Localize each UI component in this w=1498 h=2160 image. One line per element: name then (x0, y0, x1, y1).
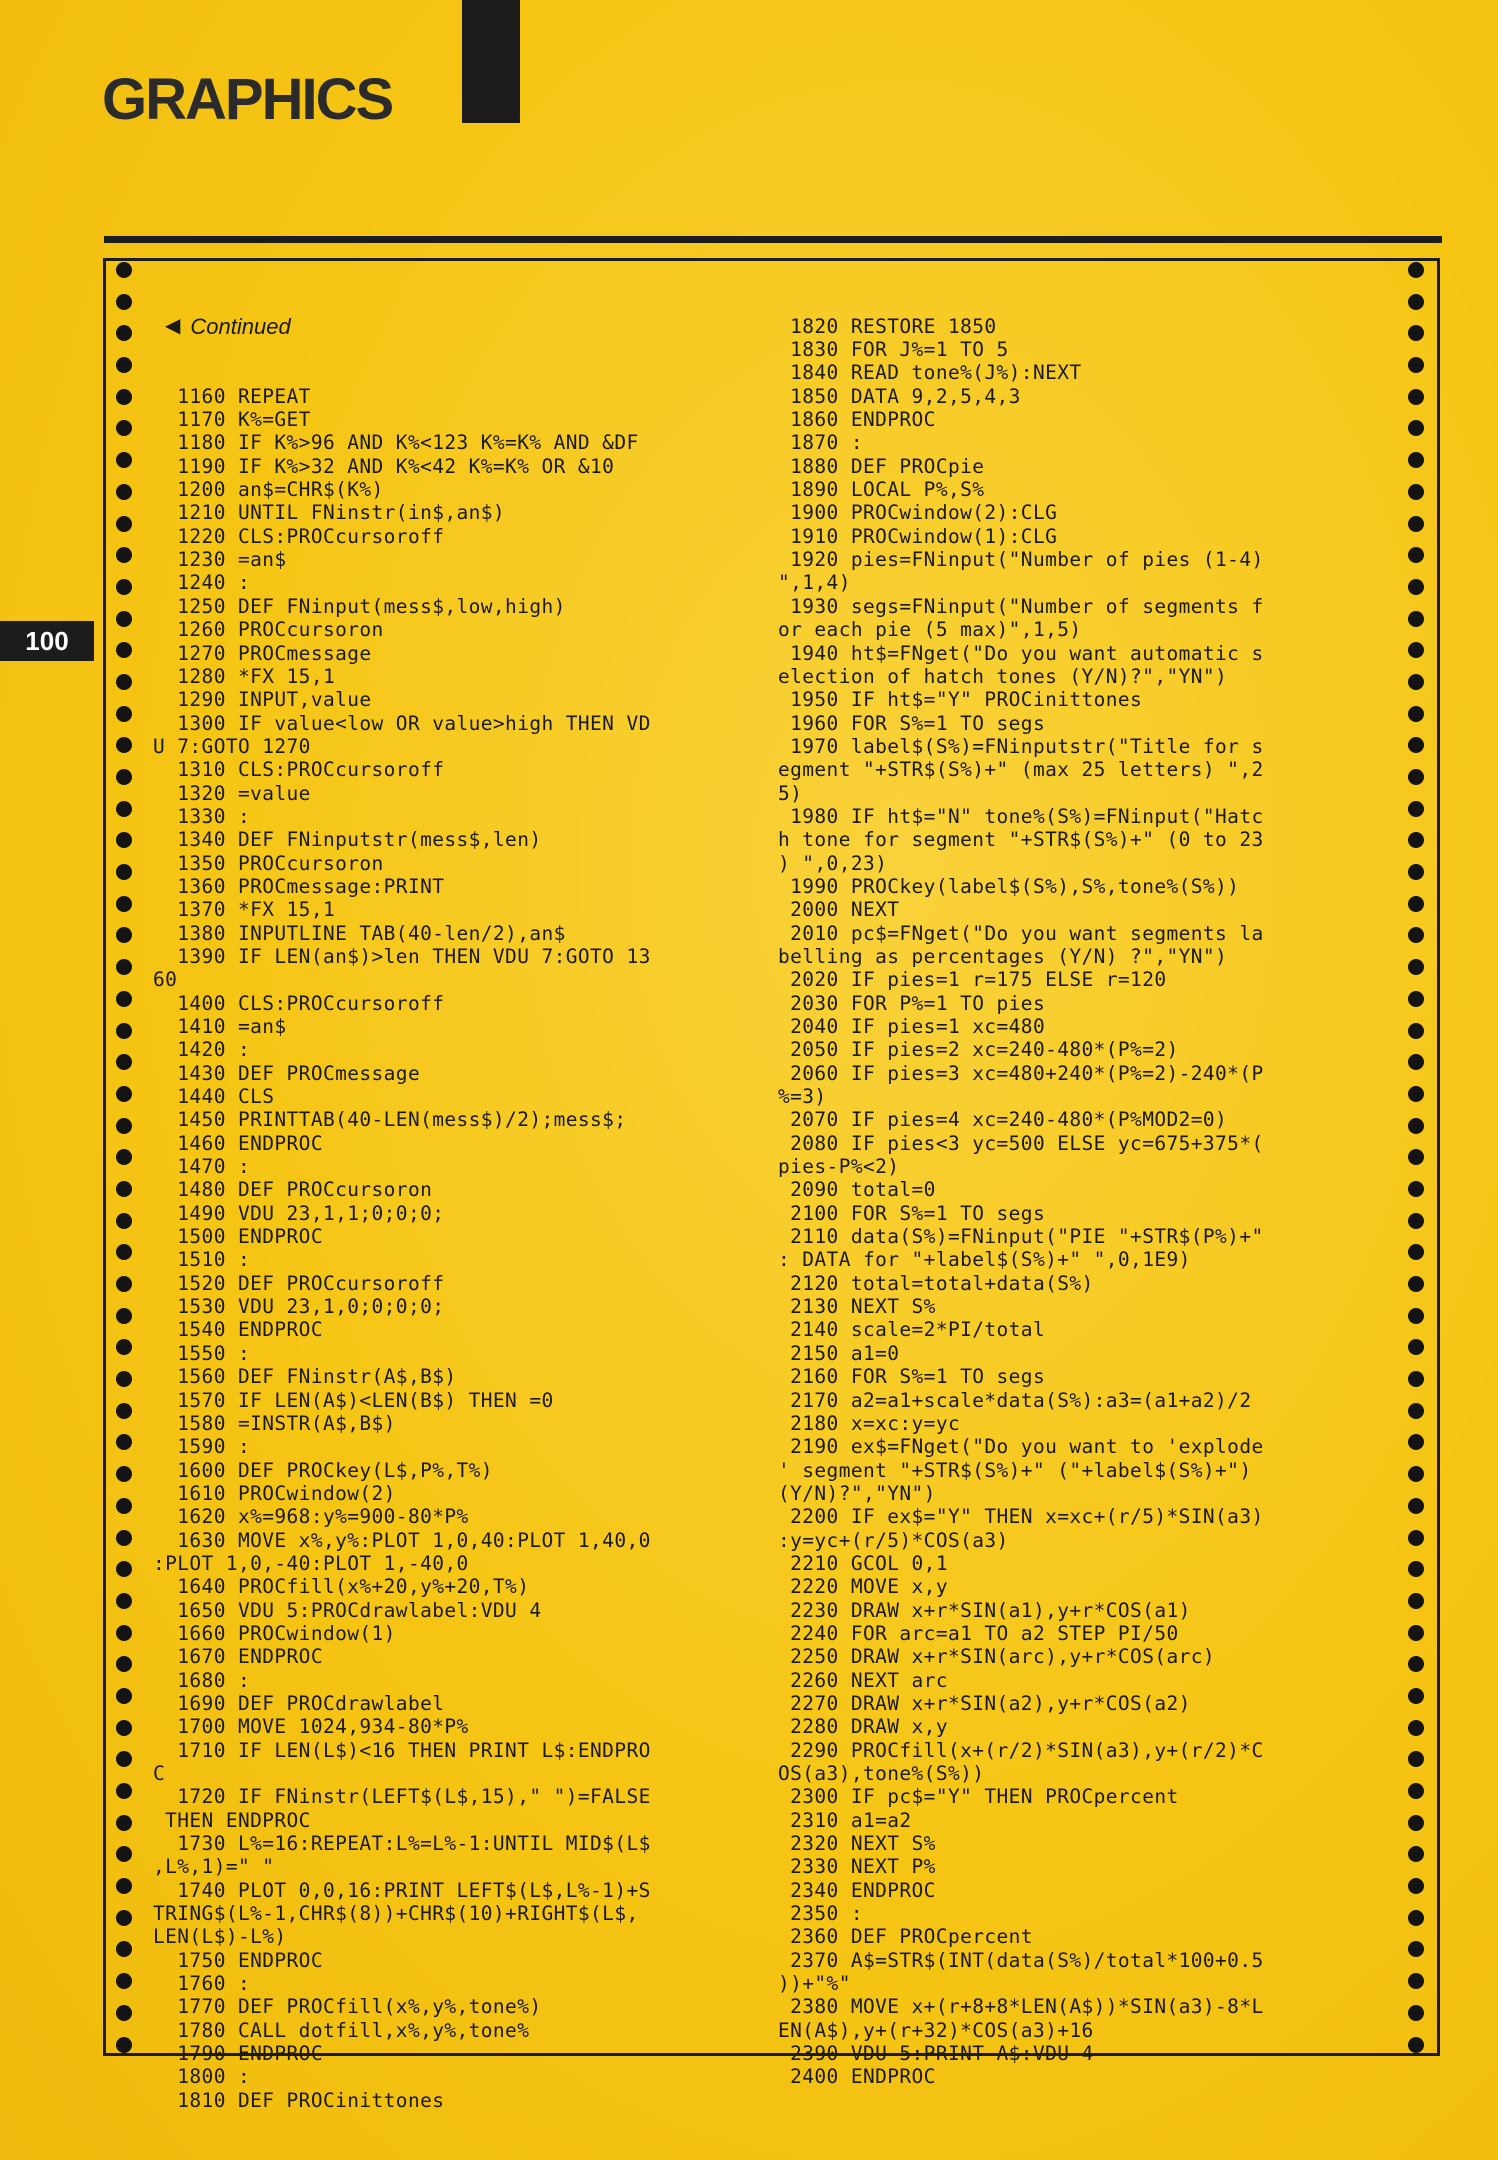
code-line: 1290 INPUT,value (153, 688, 372, 712)
sprocket-hole (116, 1593, 132, 1609)
sprocket-hole (116, 1910, 132, 1926)
code-line: 1380 INPUTLINE TAB(40-len/2),an$ (153, 921, 566, 945)
code-line: 1480 DEF PROCcursoron (153, 1178, 433, 1202)
code-line: belling as percentages (Y/N) ?","YN") (778, 944, 1228, 968)
sprocket-hole (1408, 1149, 1424, 1165)
sprocket-hole (1408, 991, 1424, 1007)
code-line: 2210 GCOL 0,1 (778, 1551, 948, 1575)
code-line: 1560 DEF FNinstr(A$,B$) (153, 1365, 457, 1389)
code-line: 1550 : (153, 1341, 251, 1365)
code-line: 1820 RESTORE 1850 (778, 314, 997, 338)
code-line: 1350 PROCcursoron (153, 851, 384, 875)
code-line: 1320 =value (153, 781, 311, 805)
sprocket-hole (116, 832, 132, 848)
sprocket-hole (1408, 1244, 1424, 1260)
code-line: 1180 IF K%>96 AND K%<123 K%=K% AND &DF (153, 431, 639, 455)
code-line: 1250 DEF FNinput(mess$,low,high) (153, 594, 566, 618)
code-line: 1450 PRINTTAB(40-LEN(mess$)/2);mess$; (153, 1108, 627, 1132)
sprocket-hole (1408, 864, 1424, 880)
sprocket-hole (116, 262, 132, 278)
sprocket-hole (1408, 420, 1424, 436)
code-line: 1790 ENDPROC (153, 2042, 323, 2066)
code-line: 1840 READ tone%(J%):NEXT (778, 361, 1082, 385)
code-line: 2010 pc$=FNget("Do you want segments la (778, 921, 1264, 945)
sprocket-hole (1408, 1023, 1424, 1039)
sprocket-hole (116, 1403, 132, 1419)
sprocket-hole (116, 991, 132, 1007)
code-line: 1920 pies=FNinput("Number of pies (1-4) (778, 548, 1264, 572)
sprocket-hole (1408, 357, 1424, 373)
sprocket-hole (116, 1625, 132, 1641)
code-line: 1880 DEF PROCpie (778, 454, 985, 478)
code-line: 2020 IF pies=1 r=175 ELSE r=120 (778, 968, 1167, 992)
continued-label: Continued (190, 313, 291, 339)
code-line: 2080 IF pies<3 yc=500 ELSE yc=675+375*( (778, 1131, 1264, 1155)
sprocket-hole (116, 294, 132, 310)
code-line: 1670 ENDPROC (153, 1645, 323, 1669)
code-line: ,L%,1)=" " (153, 1855, 275, 1879)
sprocket-hole (1408, 927, 1424, 943)
code-line: 2390 VDU 5:PRINT A$:VDU 4 (778, 2042, 1094, 2066)
listing-right-column (778, 268, 1264, 2112)
code-line: 1910 PROCwindow(1):CLG (778, 524, 1058, 548)
code-line: 1680 : (153, 1668, 251, 1692)
code-line: 1230 =an$ (153, 548, 287, 572)
code-line: 1200 an$=CHR$(K%) (153, 478, 384, 502)
code-line: 1300 IF value<low OR value>high THEN VD (153, 711, 651, 735)
code-line: 2320 NEXT S% (778, 1832, 936, 1856)
code-line: TRING$(L%-1,CHR$(8))+CHR$(10)+RIGHT$(L$, (153, 1902, 639, 1926)
code-line: 1980 IF ht$="N" tone%(S%)=FNinput("Hatc (778, 804, 1264, 828)
sprocket-hole (1408, 262, 1424, 278)
code-line: 1390 IF LEN(an$)>len THEN VDU 7:GOTO 13 (153, 944, 651, 968)
code-line: : DATA for "+label$(S%)+" ",0,1E9) (778, 1248, 1191, 1272)
code-line: 1930 segs=FNinput("Number of segments f (778, 594, 1264, 618)
sprocket-hole (1408, 1371, 1424, 1387)
sprocket-hole (1408, 1561, 1424, 1577)
code-line: 1950 IF ht$="Y" PROCinittones (778, 688, 1143, 712)
sprocket-hole (1408, 674, 1424, 690)
code-line: 60 (153, 968, 178, 992)
sprocket-hole (116, 927, 132, 943)
sprocket-hole (116, 1118, 132, 1134)
code-line: 1700 MOVE 1024,934-80*P% (153, 1715, 469, 1739)
code-line: 1870 : (778, 431, 863, 455)
code-line: h tone for segment "+STR$(S%)+" (0 to 23 (778, 828, 1264, 852)
sprocket-hole (1408, 1213, 1424, 1229)
sprocket-hole (116, 1054, 132, 1070)
code-line: 2200 IF ex$="Y" THEN x=xc+(r/5)*SIN(a3) (778, 1505, 1264, 1529)
code-line: 1850 DATA 9,2,5,4,3 (778, 384, 1021, 408)
sprocket-hole (1408, 1308, 1424, 1324)
sprocket-hole (116, 1086, 132, 1102)
sprocket-hole (1408, 1751, 1424, 1767)
code-line: 1720 IF FNinstr(LEFT$(L$,15)," ")=FALSE (153, 1785, 651, 1809)
code-line: 1710 IF LEN(L$)<16 THEN PRINT L$:ENDPRO (153, 1738, 651, 1762)
code-line: 1220 CLS:PROCcursoroff (153, 524, 445, 548)
sprocket-hole (116, 1149, 132, 1165)
code-line: 1460 ENDPROC (153, 1131, 323, 1155)
sprocket-hole (1408, 737, 1424, 753)
code-line: 1340 DEF FNinputstr(mess$,len) (153, 828, 542, 852)
sprocket-hole (1408, 1941, 1424, 1957)
code-line: 2050 IF pies=2 xc=240-480*(P%=2) (778, 1038, 1179, 1062)
page-number: 100 (0, 621, 94, 661)
code-line: 2150 a1=0 (778, 1341, 900, 1365)
code-line: 2040 IF pies=1 xc=480 (778, 1015, 1046, 1038)
sprocket-hole (1408, 1593, 1424, 1609)
code-line: 1800 : (153, 2065, 251, 2089)
code-line: 1420 : (153, 1038, 251, 1062)
code-line: %=3) (778, 1085, 827, 1109)
sprocket-hole (1408, 1910, 1424, 1926)
code-line: 1830 FOR J%=1 TO 5 (778, 338, 1009, 362)
sprocket-hole (116, 1434, 132, 1450)
code-line: 2370 A$=STR$(INT(data(S%)/total*100+0.5 (778, 1948, 1264, 1972)
sprocket-hole (1408, 2037, 1424, 2053)
code-line: THEN ENDPROC (153, 1808, 311, 1832)
sprocket-hole (116, 1941, 132, 1957)
code-line: 1410 =an$ (153, 1015, 287, 1038)
sprocket-hole (116, 325, 132, 341)
code-line: 1260 PROCcursoron (153, 618, 384, 642)
code-line: 1370 *FX 15,1 (153, 898, 336, 922)
sprocket-hole (1408, 706, 1424, 722)
code-line: 1490 VDU 23,1,1;0;0;0; (153, 1201, 445, 1225)
code-line: EN(A$),y+(r+32)*COS(a3)+16 (778, 2018, 1094, 2042)
code-line: 1540 ENDPROC (153, 1318, 323, 1342)
sprocket-hole (1408, 769, 1424, 785)
code-line: 1280 *FX 15,1 (153, 664, 336, 688)
code-line: :PLOT 1,0,-40:PLOT 1,-40,0 (153, 1551, 469, 1575)
sprocket-hole (1408, 325, 1424, 341)
sprocket-hole (116, 737, 132, 753)
sprocket-hole (116, 706, 132, 722)
code-line: 1960 FOR S%=1 TO segs (778, 711, 1046, 735)
code-line: 1640 PROCfill(x%+20,y%+20,T%) (153, 1575, 530, 1599)
sprocket-hole (116, 959, 132, 975)
sprocket-hole (116, 1213, 132, 1229)
code-line: ' segment "+STR$(S%)+" ("+label$(S%)+") (778, 1458, 1252, 1482)
sprocket-hole (116, 579, 132, 595)
page-title: GRAPHICS (102, 67, 393, 132)
sprocket-hole (116, 1530, 132, 1546)
right-code-lines (778, 315, 1264, 2089)
code-line: 1440 CLS (153, 1085, 275, 1109)
code-line: 1360 PROCmessage:PRINT (153, 874, 445, 898)
code-line: 1270 PROCmessage (153, 641, 372, 665)
code-line: 2230 DRAW x+r*SIN(a1),y+r*COS(a1) (778, 1598, 1191, 1622)
sprocket-hole (116, 1815, 132, 1831)
sprocket-hole (1408, 832, 1424, 848)
code-line: 1780 CALL dotfill,x%,y%,tone% (153, 2018, 530, 2042)
code-line: C (153, 1762, 166, 1785)
code-line: 2250 DRAW x+r*SIN(arc),y+r*COS(arc) (778, 1645, 1216, 1669)
code-line: 2000 NEXT (778, 898, 900, 922)
code-line: 1990 PROCkey(label$(S%),S%,tone%(S%)) (778, 874, 1240, 898)
code-line: 1170 K%=GET (153, 408, 311, 432)
sprocket-hole (1408, 516, 1424, 532)
code-line: 2300 IF pc$="Y" THEN PROCpercent (778, 1785, 1179, 1809)
code-line: 2070 IF pies=4 xc=240-480*(P%MOD2=0) (778, 1108, 1228, 1132)
code-line: 2340 ENDPROC (778, 1878, 936, 1902)
code-line: pies-P%<2) (778, 1155, 900, 1179)
sprocket-hole (1408, 1720, 1424, 1736)
code-line: 2330 NEXT P% (778, 1855, 936, 1879)
code-line: 2240 FOR arc=a1 TO a2 STEP PI/50 (778, 1621, 1179, 1645)
code-line: 5) (778, 781, 803, 805)
code-line: 2360 DEF PROCpercent (778, 1925, 1033, 1949)
code-line: 2290 PROCfill(x+(r/2)*SIN(a3),y+(r/2)*C (778, 1738, 1264, 1762)
code-line: 1210 UNTIL FNinstr(in$,an$) (153, 501, 506, 525)
code-line: 2110 data(S%)=FNinput("PIE "+STR$(P%)+" (778, 1225, 1264, 1249)
sprocket-hole (116, 674, 132, 690)
code-line: 1510 : (153, 1248, 251, 1272)
code-line: 1240 : (153, 571, 251, 595)
code-line: 1610 PROCwindow(2) (153, 1481, 396, 1505)
sprocket-hole (116, 1783, 132, 1799)
header-rule (104, 236, 1442, 243)
sprocket-hole (1408, 1878, 1424, 1894)
code-line: ))+"%" (778, 1972, 851, 1996)
code-line: :y=yc+(r/5)*COS(a3) (778, 1528, 1009, 1552)
sprocket-hole (116, 1023, 132, 1039)
code-line: 1430 DEF PROCmessage (153, 1061, 421, 1085)
code-line: 1590 : (153, 1435, 251, 1459)
sprocket-hole (1408, 1656, 1424, 1672)
code-line: 2030 FOR P%=1 TO pies (778, 991, 1046, 1015)
code-line: 2350 : (778, 1902, 863, 1926)
sprocket-hole (116, 2037, 132, 2053)
sprocket-hole (116, 1561, 132, 1577)
sprocket-hole (1408, 1973, 1424, 1989)
sprocket-hole (1408, 1625, 1424, 1641)
code-line: 1400 CLS:PROCcursoroff (153, 991, 445, 1015)
left-sprocket-holes (116, 262, 136, 2068)
code-line: 1330 : (153, 804, 251, 828)
sprocket-hole (1408, 896, 1424, 912)
code-line: 1500 ENDPROC (153, 1225, 323, 1249)
sprocket-hole (116, 1181, 132, 1197)
code-line: election of hatch tones (Y/N)?","YN") (778, 664, 1228, 688)
code-line: (Y/N)?","YN") (778, 1481, 936, 1505)
sprocket-hole (1408, 611, 1424, 627)
sprocket-hole (1408, 1276, 1424, 1292)
code-line: 2400 ENDPROC (778, 2065, 936, 2089)
right-sprocket-holes (1408, 262, 1428, 2068)
sprocket-hole (1408, 484, 1424, 500)
code-line: LEN(L$)-L%) (153, 1925, 287, 1949)
sprocket-hole (116, 642, 132, 658)
code-line: 1650 VDU 5:PROCdrawlabel:VDU 4 (153, 1598, 542, 1622)
code-line: 2180 x=xc:y=yc (778, 1411, 961, 1435)
code-line: ) ",0,23) (778, 851, 888, 875)
header-block (462, 0, 520, 123)
sprocket-hole (1408, 2005, 1424, 2021)
sprocket-hole (1408, 1688, 1424, 1704)
code-line: 1750 ENDPROC (153, 1948, 323, 1972)
left-code-lines (153, 385, 651, 2112)
sprocket-hole (1408, 1530, 1424, 1546)
code-line: U 7:GOTO 1270 (153, 734, 311, 758)
code-line: 2380 MOVE x+(r+8+8*LEN(A$))*SIN(a3)-8*L (778, 1995, 1264, 2019)
code-line: 2270 DRAW x+r*SIN(a2),y+r*COS(a2) (778, 1691, 1191, 1715)
code-line: 1810 DEF PROCinittones (153, 2088, 445, 2112)
sprocket-hole (116, 1308, 132, 1324)
code-line: 1620 x%=968:y%=900-80*P% (153, 1505, 469, 1529)
code-line: 1520 DEF PROCcursoroff (153, 1271, 445, 1295)
sprocket-hole (1408, 1118, 1424, 1134)
code-line: 2160 FOR S%=1 TO segs (778, 1365, 1046, 1389)
sprocket-hole (116, 896, 132, 912)
sprocket-hole (1408, 294, 1424, 310)
sprocket-hole (1408, 1086, 1424, 1102)
sprocket-hole (116, 1878, 132, 1894)
sprocket-hole (116, 484, 132, 500)
sprocket-hole (116, 357, 132, 373)
left-triangle-icon: ◀ (165, 314, 181, 337)
sprocket-hole (1408, 1466, 1424, 1482)
code-line: 1190 IF K%>32 AND K%<42 K%=K% OR &10 (153, 454, 615, 478)
sprocket-hole (1408, 579, 1424, 595)
sprocket-hole (1408, 452, 1424, 468)
code-line: 1890 LOCAL P%,S% (778, 478, 985, 502)
sprocket-hole (116, 611, 132, 627)
sprocket-hole (116, 1688, 132, 1704)
sprocket-hole (116, 1371, 132, 1387)
code-line: 2280 DRAW x,y (778, 1715, 948, 1739)
code-line: 1470 : (153, 1155, 251, 1179)
code-line: 1760 : (153, 1972, 251, 1996)
code-line: or each pie (5 max)",1,5) (778, 618, 1082, 642)
sprocket-hole (1408, 1498, 1424, 1514)
code-line: 1970 label$(S%)=FNinputstr("Title for s (778, 734, 1264, 758)
code-line: 1770 DEF PROCfill(x%,y%,tone%) (153, 1995, 542, 2019)
sprocket-hole (1408, 1403, 1424, 1419)
code-line: 2130 NEXT S% (778, 1295, 936, 1319)
code-line: 2260 NEXT arc (778, 1668, 948, 1692)
code-line: 1730 L%=16:REPEAT:L%=L%-1:UNTIL MID$(L$ (153, 1832, 651, 1856)
code-line: 1940 ht$=FNget("Do you want automatic s (778, 641, 1264, 665)
code-line: 1580 =INSTR(A$,B$) (153, 1411, 396, 1435)
sprocket-hole (116, 516, 132, 532)
code-line: 1740 PLOT 0,0,16:PRINT LEFT$(L$,L%-1)+S (153, 1878, 651, 1902)
sprocket-hole (116, 864, 132, 880)
sprocket-hole (116, 389, 132, 405)
code-line: 1900 PROCwindow(2):CLG (778, 501, 1058, 525)
sprocket-hole (116, 1720, 132, 1736)
sprocket-hole (116, 1339, 132, 1355)
sprocket-hole (1408, 1181, 1424, 1197)
code-line: 1600 DEF PROCkey(L$,P%,T%) (153, 1458, 493, 1482)
sprocket-hole (116, 452, 132, 468)
sprocket-hole (116, 1498, 132, 1514)
code-line: egment "+STR$(S%)+" (max 25 letters) ",2 (778, 758, 1264, 782)
sprocket-hole (1408, 389, 1424, 405)
sprocket-hole (116, 1244, 132, 1260)
sprocket-hole (1408, 1815, 1424, 1831)
code-line: 1530 VDU 23,1,0;0;0;0; (153, 1295, 445, 1319)
sprocket-hole (116, 1973, 132, 1989)
sprocket-hole (1408, 1783, 1424, 1799)
sprocket-hole (116, 801, 132, 817)
sprocket-hole (116, 769, 132, 785)
code-line: 2190 ex$=FNget("Do you want to 'explode (778, 1435, 1264, 1459)
sprocket-hole (1408, 1054, 1424, 1070)
sprocket-hole (116, 420, 132, 436)
sprocket-hole (1408, 1846, 1424, 1862)
code-line: 1860 ENDPROC (778, 408, 936, 432)
sprocket-hole (1408, 959, 1424, 975)
sprocket-hole (1408, 642, 1424, 658)
code-line: 1660 PROCwindow(1) (153, 1621, 396, 1645)
code-line: 1310 CLS:PROCcursoroff (153, 758, 445, 782)
sprocket-hole (116, 1276, 132, 1292)
code-line: 2100 FOR S%=1 TO segs (778, 1201, 1046, 1225)
code-line: ",1,4) (778, 571, 851, 595)
code-line: 2220 MOVE x,y (778, 1575, 948, 1599)
code-line: 2140 scale=2*PI/total (778, 1318, 1046, 1342)
sprocket-hole (1408, 1434, 1424, 1450)
sprocket-hole (1408, 801, 1424, 817)
code-line: 1160 REPEAT (153, 384, 311, 408)
code-line: 1690 DEF PROCdrawlabel (153, 1691, 445, 1715)
sprocket-hole (116, 1751, 132, 1767)
code-line: 2310 a1=a2 (778, 1808, 912, 1832)
code-line: 2060 IF pies=3 xc=480+240*(P%=2)-240*(P (778, 1061, 1264, 1085)
sprocket-hole (116, 1466, 132, 1482)
sprocket-hole (1408, 547, 1424, 563)
sprocket-hole (116, 547, 132, 563)
listing-left-column (153, 268, 651, 2136)
code-line: OS(a3),tone%(S%)) (778, 1762, 985, 1785)
code-line: 1570 IF LEN(A$)<LEN(B$) THEN =0 (153, 1388, 554, 1412)
code-line: 2120 total=total+data(S%) (778, 1271, 1094, 1295)
code-line: 1630 MOVE x%,y%:PLOT 1,0,40:PLOT 1,40,0 (153, 1528, 651, 1552)
sprocket-hole (116, 1846, 132, 1862)
sprocket-hole (116, 1656, 132, 1672)
continued-marker (153, 315, 651, 338)
sprocket-hole (1408, 1339, 1424, 1355)
sprocket-hole (116, 2005, 132, 2021)
code-line: 2170 a2=a1+scale*data(S%):a3=(a1+a2)/2 (778, 1388, 1252, 1412)
code-line: 2090 total=0 (778, 1178, 936, 1202)
